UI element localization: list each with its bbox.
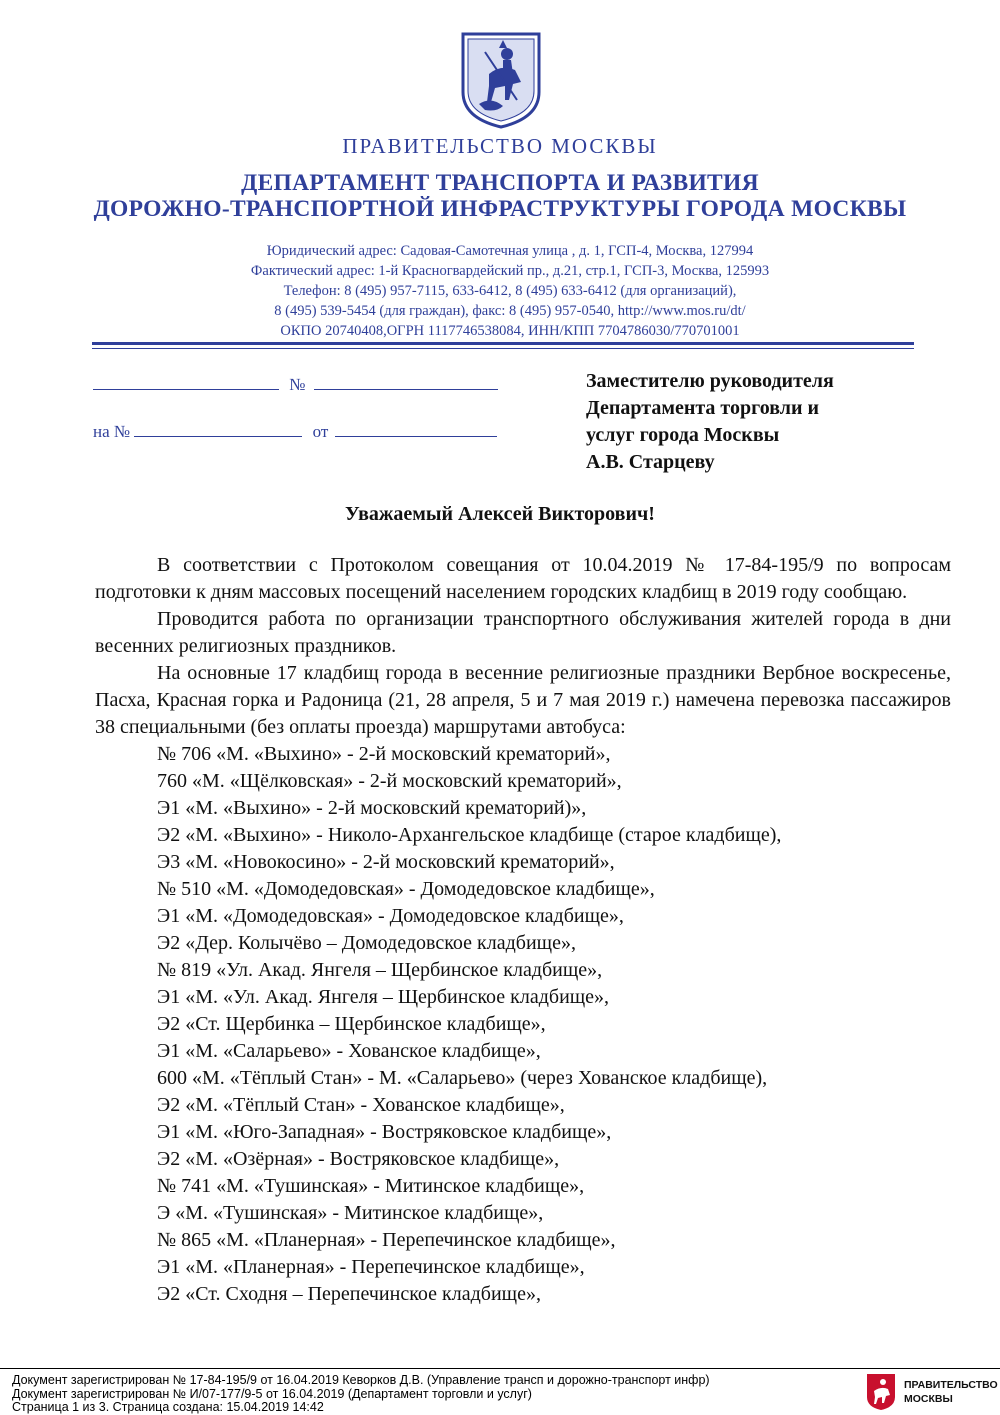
phone-fax-website: 8 (495) 539-5454 (для граждан), факс: 8 (495) 957-0540, http://www.mos.ru/dt/: [274, 303, 746, 319]
incoming-reference-line: [93, 420, 497, 442]
footer-divider: [0, 1368, 1000, 1369]
paragraph: Проводится работа по организации транспортного обслуживания жителей города в дни весенних религиозных праздников.: [95, 608, 951, 657]
from-date-blank: [335, 420, 497, 437]
letterhead-divider-thin: [92, 348, 914, 349]
route-item: Э3 «М. «Новокосино» - 2-й московский крематорий»,: [157, 851, 615, 873]
moscow-government-brand: [904, 1378, 998, 1406]
addressee-line: Заместителю руководителя: [586, 370, 834, 392]
route-item: Э2 «Дер. Колычёво – Домодедовское кладбище»,: [157, 932, 576, 954]
department-name-line-1: ДЕПАРТАМЕНТ ТРАНСПОРТА И РАЗВИТИЯ: [241, 170, 759, 196]
moscow-government-logo-icon: [866, 1373, 896, 1411]
from-label: от: [312, 422, 329, 441]
route-item: Э2 «Ст. Щербинка – Щербинское кладбище»,: [157, 1013, 546, 1035]
bus-route-list: [95, 741, 951, 1308]
moscow-coat-of-arms-icon: [459, 30, 543, 130]
route-item: Э2 «Ст. Сходня – Перепечинское кладбище»,: [157, 1283, 541, 1305]
paragraph: На основные 17 кладбищ города в весенние религиозные праздники Вербное воскресенье, Пасха, Красная горка и Радоница (21, 28 апреля, 5 и 7 мая 2019 г.) намечена перевозка пассажиров 38 специальными (без оплаты проезда) маршрутами автобуса:: [95, 662, 951, 738]
date-blank: [93, 373, 279, 390]
route-item: Э1 «М. «Домодедовская» - Домодедовское кладбище»,: [157, 905, 624, 927]
actual-address: Фактический адрес: 1-й Красногвардейский пр., д.21, стр.1, ГСП-3, Москва, 125993: [250, 263, 770, 279]
letter-body: [95, 552, 951, 1308]
outgoing-number-line: [93, 373, 498, 395]
route-item: № 865 «М. «Планерная» - Перепечинское кладбище»,: [157, 1229, 616, 1251]
route-item: Э1 «М. «Планерная» - Перепечинское кладбище»,: [157, 1256, 585, 1278]
route-item: Э1 «М. «Юго-Западная» - Востряковское кладбище»,: [157, 1121, 612, 1143]
department-name-line-2: ДОРОЖНО-ТРАНСПОРТНОЙ ИНФРАСТРУКТУРЫ ГОРОДА МОСКВЫ: [93, 196, 907, 222]
route-item: № 706 «М. «Выхино» - 2-й московский крематорий»,: [157, 743, 611, 765]
route-item: Э2 «М. «Озёрная» - Востряковское кладбище»,: [157, 1148, 560, 1170]
on-number-blank: [134, 420, 302, 437]
route-item: Э1 «М. «Выхино» - 2-й московский крематорий)»,: [157, 797, 587, 819]
brand-line: МОСКВЫ: [904, 1393, 953, 1405]
registration-codes: ОКПО 20740408,ОГРН 1117746538084, ИНН/КПП 7704786030/770701001: [280, 323, 740, 339]
paragraph: В соответствии с Протоколом совещания от 10.04.2019 № 17-84-195/9 по вопросам подготовки к дням массовых посещений населением городских кладбищ в 2019 году сообщаю.: [95, 554, 951, 603]
department-contacts: [140, 241, 880, 341]
route-item: 600 «М. «Тёплый Стан» - М. «Саларьево» (через Хованское кладбище),: [157, 1067, 768, 1089]
phone-numbers: Телефон: 8 (495) 957-7115, 633-6412, 8 (495) 633-6412 (для организаций),: [283, 283, 737, 299]
addressee-line: Департамента торговли и: [586, 397, 819, 419]
registration-stamp-line: Документ зарегистрирован № И/07-177/9-5 от 16.04.2019 (Департамент торговли и услуг): [12, 1386, 532, 1401]
addressee-line: А.В. Старцеву: [586, 451, 715, 473]
route-item: № 741 «М. «Тушинская» - Митинское кладбище»,: [157, 1175, 585, 1197]
on-number-label: на №: [93, 422, 131, 441]
route-item: Э1 «М. «Ул. Акад. Янгеля – Щербинское кладбище»,: [157, 986, 610, 1008]
legal-address: Юридический адрес: Садовая-Самотечная улица , д. 1, ГСП-4, Москва, 127994: [266, 243, 754, 259]
brand-line: ПРАВИТЕЛЬСТВО: [904, 1379, 998, 1391]
government-name: ПРАВИТЕЛЬСТВО МОСКВЫ: [342, 134, 658, 158]
addressee-line: услуг города Москвы: [586, 424, 780, 446]
letterhead-divider: [92, 342, 914, 345]
page-info: Страница 1 из 3. Страница создана: 15.04.2019 14:42: [12, 1400, 324, 1414]
registration-footer: [12, 1374, 710, 1415]
route-item: Э2 «М. «Тёплый Стан» - Хованское кладбище»,: [157, 1094, 565, 1116]
route-item: № 819 «Ул. Акад. Янгеля – Щербинское кладбище»,: [157, 959, 603, 981]
number-blank: [314, 373, 498, 390]
route-item: Э1 «М. «Саларьево» - Хованское кладбище»,: [157, 1040, 541, 1062]
salutation: Уважаемый Алексей Викторович!: [345, 503, 655, 525]
addressee-block: [586, 368, 834, 476]
registration-stamp-line: Документ зарегистрирован № 17-84-195/9 от 16.04.2019 Кеворков Д.В. (Управление трансп и дорожно-транспорт инфр): [12, 1373, 710, 1387]
number-label: №: [289, 375, 306, 394]
route-item: Э2 «М. «Выхино» - Николо-Архангельское кладбище (старое кладбище),: [157, 824, 782, 846]
route-item: № 510 «М. «Домодедовская» - Домодедовское кладбище»,: [157, 878, 655, 900]
route-item: Э «М. «Тушинская» - Митинское кладбище»,: [157, 1202, 544, 1224]
route-item: 760 «М. «Щёлковская» - 2-й московский крематорий»,: [157, 770, 622, 792]
